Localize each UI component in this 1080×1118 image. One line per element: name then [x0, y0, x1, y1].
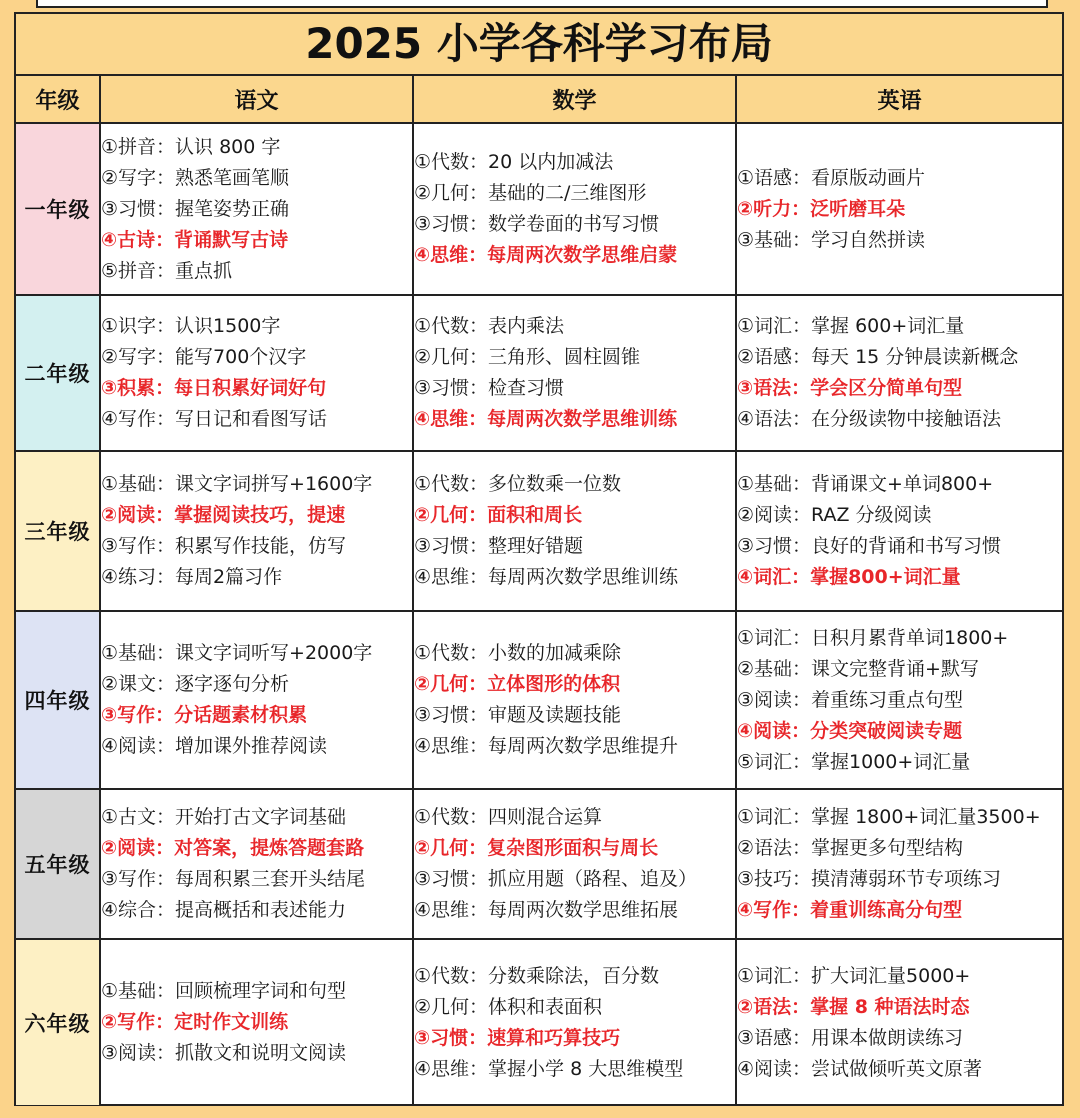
plan-item: ⑤拼音：重点抓	[101, 259, 233, 282]
page-title: 2025 小学各科学习布局	[16, 14, 1062, 76]
highlighted-item: ④阅读：分类突破阅读专题	[737, 719, 963, 742]
highlighted-item: ④词汇：掌握800+词汇量	[737, 566, 961, 588]
grade-label: 五年级	[16, 789, 100, 939]
plan-item: ③习惯：抓应用题（路程、追及）	[414, 868, 698, 890]
plan-item: ①词汇：掌握 1800+词汇量3500+	[737, 806, 1041, 828]
plan-item: ③语感：用课本做朗读练习	[737, 1026, 964, 1049]
plan-item: ①基础：背诵课文+单词800+	[737, 473, 994, 495]
english-cell	[736, 295, 1062, 451]
plan-item: ①识字：认识1500字	[101, 315, 281, 337]
highlighted-item: ③积累：每日积累好词好句	[101, 377, 327, 399]
highlighted-item: ④写作：着重训练高分句型	[737, 899, 963, 921]
plan-item: ④综合：提高概括和表述能力	[101, 899, 347, 921]
plan-item: ③习惯：握笔姿势正确	[101, 197, 290, 220]
plan-item: ④思维：掌握小学 8 大思维模型	[414, 1057, 684, 1080]
math-cell	[413, 611, 736, 789]
chinese-cell	[100, 939, 413, 1105]
plan-item: ④思维：每周两次数学思维提升	[414, 735, 679, 757]
plan-item: ①代数：多位数乘一位数	[414, 473, 622, 495]
plan-item: ①词汇：日积月累背单词1800+	[737, 626, 1009, 649]
plan-item: ③习惯：检查习惯	[414, 377, 565, 399]
plan-item: ②写字：熟悉笔画笔顺	[101, 166, 290, 189]
chinese-cell	[100, 451, 413, 611]
plan-item: ①基础：课文字词听写+2000字	[101, 642, 373, 664]
plan-item: ②课文：逐字逐句分析	[101, 673, 290, 695]
header-grade: 年级	[16, 76, 100, 123]
header-english: 英语	[736, 76, 1062, 123]
math-cell	[413, 789, 736, 939]
highlighted-item: ②听力：泛听磨耳朵	[737, 197, 906, 220]
plan-item: ①词汇：掌握 600+词汇量	[737, 315, 965, 337]
math-cell	[413, 295, 736, 451]
grade-label: 二年级	[16, 295, 100, 451]
plan-item: ④思维：每周两次数学思维训练	[414, 566, 679, 588]
plan-item: ⑤词汇：掌握1000+词汇量	[737, 750, 971, 773]
highlighted-item: ③习惯：速算和巧算技巧	[414, 1026, 621, 1049]
grade-row	[16, 123, 1062, 295]
header-math: 数学	[413, 76, 736, 123]
plan-item: ②阅读：RAZ 分级阅读	[737, 504, 932, 526]
english-cell	[736, 939, 1062, 1105]
plan-item: ④语法：在分级读物中接触语法	[737, 408, 1002, 430]
chinese-cell	[100, 295, 413, 451]
study-plan-sheet	[14, 12, 1064, 1106]
plan-item: ①基础：回顾梳理字词和句型	[101, 980, 347, 1002]
grade-label: 六年级	[16, 939, 100, 1105]
plan-item: ①代数：四则混合运算	[414, 806, 603, 828]
plan-item: ②语感：每天 15 分钟晨读新概念	[737, 346, 1019, 368]
math-cell	[413, 123, 736, 295]
header-row	[16, 76, 1062, 123]
english-cell	[736, 789, 1062, 939]
grade-row	[16, 451, 1062, 611]
grade-row	[16, 611, 1062, 789]
plan-item: ②几何：三角形、圆柱圆锥	[414, 346, 641, 368]
header-chinese: 语文	[100, 76, 413, 123]
chinese-cell	[100, 123, 413, 295]
highlighted-item: ②几何：面积和周长	[414, 504, 583, 526]
english-cell	[736, 611, 1062, 789]
plan-item: ②语法：掌握更多句型结构	[737, 837, 964, 859]
grade-row	[16, 295, 1062, 451]
highlighted-item: ②写作：定时作文训练	[101, 1011, 289, 1033]
highlighted-item: ②几何：复杂图形面积与周长	[414, 837, 659, 859]
grade-row	[16, 789, 1062, 939]
chinese-cell	[100, 611, 413, 789]
plan-item: ④思维：每周两次数学思维拓展	[414, 899, 679, 921]
highlighted-item: ④思维：每周两次数学思维启蒙	[414, 244, 678, 266]
plan-item: ③习惯：数学卷面的书写习惯	[414, 213, 660, 235]
grade-label: 四年级	[16, 611, 100, 789]
plan-item: ①语感：看原版动画片	[737, 166, 926, 189]
english-cell	[736, 451, 1062, 611]
plan-item: ④阅读：尝试做倾听英文原著	[737, 1057, 983, 1080]
highlighted-item: ②几何：立体图形的体积	[414, 673, 621, 695]
highlighted-item: ②语法：掌握 8 种语法时态	[737, 995, 970, 1018]
plan-item: ②几何：体积和表面积	[414, 995, 603, 1018]
plan-item: ②写字：能写700个汉字	[101, 346, 307, 368]
highlighted-item: ③写作：分话题素材积累	[101, 704, 308, 726]
plan-item: ④练习：每周2篇习作	[101, 566, 283, 588]
plan-item: ④写作：写日记和看图写话	[101, 408, 328, 430]
plan-item: ①基础：课文字词拼写+1600字	[101, 473, 373, 495]
plan-item: ③阅读：抓散文和说明文阅读	[101, 1042, 347, 1064]
plan-item: ①代数：分数乘除法，百分数	[414, 964, 660, 987]
highlighted-item: ④古诗：背诵默写古诗	[101, 228, 289, 251]
highlighted-item: ③语法：学会区分简单句型	[737, 377, 963, 399]
english-cell	[736, 123, 1062, 295]
plan-item: ①词汇：扩大词汇量5000+	[737, 964, 971, 987]
math-cell	[413, 451, 736, 611]
plan-item: ①代数：小数的加减乘除	[414, 642, 622, 664]
highlighted-item: ②阅读：对答案，提炼答题套路	[101, 837, 365, 859]
plan-item: ③写作：积累写作技能，仿写	[101, 535, 347, 557]
grade-label: 三年级	[16, 451, 100, 611]
grade-label: 一年级	[16, 123, 100, 295]
highlighted-item: ④思维：每周两次数学思维训练	[414, 408, 678, 430]
plan-item: ③写作：每周积累三套开头结尾	[101, 868, 366, 890]
plan-item: ③习惯：整理好错题	[414, 535, 584, 557]
math-cell	[413, 939, 736, 1105]
plan-item: ③习惯：良好的背诵和书写习惯	[737, 535, 1002, 557]
plan-item: ①古文：开始打古文字词基础	[101, 806, 347, 828]
plan-item: ③习惯：审题及读题技能	[414, 704, 622, 726]
plan-item: ④阅读：增加课外推荐阅读	[101, 735, 328, 757]
plan-item: ②几何：基础的二/三维图形	[414, 182, 647, 204]
plan-item: ②基础：课文完整背诵+默写	[737, 657, 979, 680]
plan-item: ①拼音：认识 800 字	[101, 135, 281, 158]
plan-item: ③基础：学习自然拼读	[737, 228, 926, 251]
grade-row	[16, 939, 1062, 1105]
highlighted-item: ②阅读：掌握阅读技巧，提速	[101, 504, 346, 526]
plan-item: ①代数：表内乘法	[414, 315, 565, 337]
study-plan-table	[16, 76, 1062, 1105]
top-edge-strip	[36, 0, 1048, 8]
plan-item: ③阅读：着重练习重点句型	[737, 688, 964, 711]
plan-item: ③技巧：摸清薄弱环节专项练习	[737, 868, 1002, 890]
plan-item: ①代数：20 以内加减法	[414, 151, 614, 173]
chinese-cell	[100, 789, 413, 939]
